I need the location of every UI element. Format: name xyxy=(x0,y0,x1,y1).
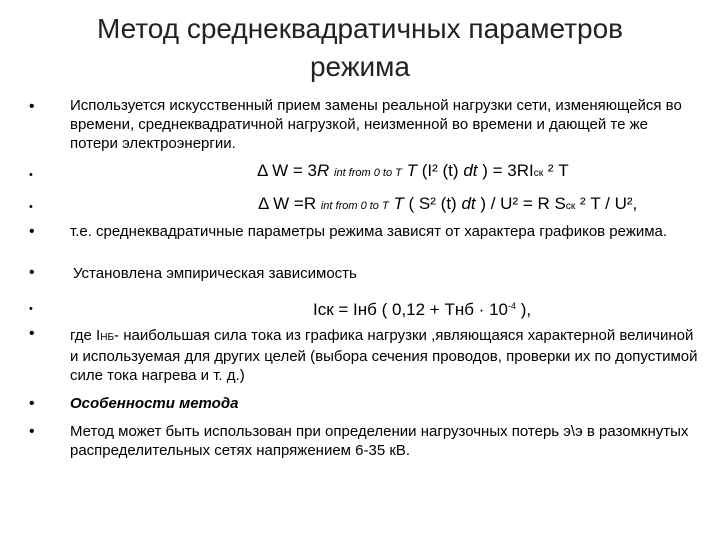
bullet-6: • xyxy=(29,303,33,315)
p4-part-a: где I xyxy=(70,327,101,344)
heading-method-features: Особенности метода xyxy=(70,395,239,412)
formula-3-part-a: Iск = Iнб ( 0,12 + Tнб · 10 xyxy=(313,300,508,319)
formula-energy-loss-current: Δ W = 3R int from 0 to T T (I² (t) dt ) = 3RIск ² T xyxy=(257,161,569,180)
formula-1-integral: int from 0 to T xyxy=(334,167,402,179)
bullet-3: • xyxy=(29,201,33,213)
formula-2-part-h: ² T / U², xyxy=(575,194,638,213)
formula-1-part-a: Δ W = 3 xyxy=(257,161,318,180)
bullet-4: • xyxy=(29,223,35,240)
formula-1-part-d: (I² (t) xyxy=(421,161,459,180)
formula-1-part-f: ) = 3RI xyxy=(482,161,534,180)
bullet-7: • xyxy=(29,325,35,342)
formula-3-part-b: ), xyxy=(516,300,532,319)
formula-energy-loss-power: Δ W =R int from 0 to T T ( S² (t) dt ) / U² = R Sск ² T / U², xyxy=(258,194,638,213)
paragraph-parameters-dependence: т.е. среднеквадратичные параметры режима зависят от характера графиков режима. xyxy=(70,223,668,240)
paragraph-method-applicability: Метод может быть использован при определении нагрузочных потерь э\э в разомкнутых распределительных сетях напряжением 6-35 кВ. xyxy=(70,423,689,459)
bullet-1: • xyxy=(29,98,35,115)
formula-1-part-e: dt xyxy=(463,161,478,180)
formula-3-exponent: -4 xyxy=(507,301,516,311)
formula-2-part-e: dt xyxy=(461,194,476,213)
formula-1-part-h: ² T xyxy=(543,161,569,180)
formula-rms-current xyxy=(313,296,531,320)
bullet-2: • xyxy=(29,169,33,181)
formula-2-part-f: ) / U² = R S xyxy=(475,194,566,213)
paragraph-empirical-dependence: Установлена эмпирическая зависимость xyxy=(73,265,357,282)
formula-1-subscript: ск xyxy=(533,168,544,179)
formula-2-part-d: ( S² (t) xyxy=(403,194,462,213)
slide-title-line-1: Метод среднеквадратичных параметров xyxy=(96,13,624,44)
bullet-5: • xyxy=(29,264,35,281)
slide-title xyxy=(60,10,660,86)
bullet-8: • xyxy=(29,395,35,412)
formula-2-part-a: Δ W =R xyxy=(258,194,321,213)
p4-subscript: НБ xyxy=(100,332,115,343)
bullet-9: • xyxy=(29,423,35,440)
paragraph-method-description: Используется искусственный прием замены реальной нагрузки сети, изменяющейся во времени, среднеквадратичной нагрузкой, неизменной во времени и дающей те же потери электроэнергии. xyxy=(70,97,682,152)
p4-part-b: - наибольшая сила тока из графика нагрузки ,являющаяся характерной величиной и используемая для других целей (выбора сечения проводов, проверки их по допустимой силе тока нагрева и т. д.) xyxy=(70,327,698,384)
formula-2-subscript: ск xyxy=(565,201,576,212)
formula-1-part-b: R xyxy=(317,161,330,180)
slide-title-line-2: режима xyxy=(309,51,411,82)
paragraph-max-current-definition xyxy=(70,326,700,385)
formula-2-integral: int from 0 to T xyxy=(320,200,389,212)
